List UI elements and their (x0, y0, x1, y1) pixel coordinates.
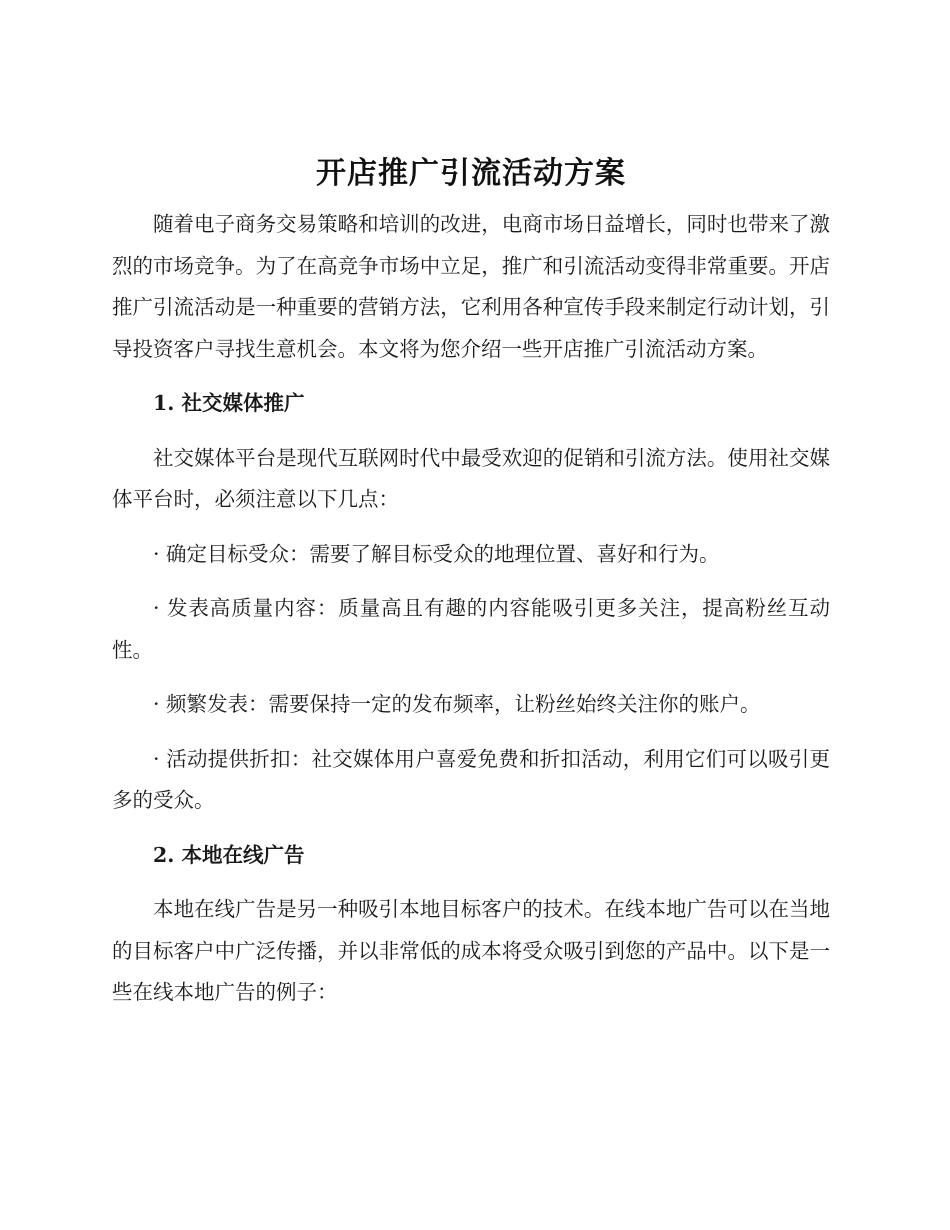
intro-paragraph: 随着电子商务交易策略和培训的改进，电商市场日益增长，同时也带来了激烈的市场竞争。为了在高竞争市场中立足，推广和引流活动变得非常重要。开店推广引流活动是一种重要的营销方法，它利用各种宣传手段来制定行动计划，引导投资客户寻找生意机会。本文将为您介绍一些开店推广引流活动方案。 (112, 212, 830, 361)
document-page (112, 150, 830, 1014)
section-social-media (112, 383, 830, 822)
document-title: 开店推广引流活动方案 (316, 156, 626, 191)
section-paragraph: 社交媒体平台是现代互联网时代中最受欢迎的促销和引流方法。使用社交媒体平台时，必须注意以下几点： (112, 445, 830, 511)
section-heading: 1. 社交媒体推广 (153, 391, 305, 415)
bullet-item: · 确定目标受众：需要了解目标受众的地理位置、喜好和行为。 (153, 541, 720, 566)
section-paragraph: 本地在线广告是另一种吸引本地目标客户的技术。在线本地广告可以在当地的目标客户中广泛传播，并以非常低的成本将受众吸引到您的产品中。以下是一些在线本地广告的例子： (112, 897, 830, 1004)
section-heading: 2. 本地在线广告 (153, 842, 305, 867)
bullet-item: · 活动提供折扣：社交媒体用户喜爱免费和折扣活动，利用它们可以吸引更多的受众。 (112, 746, 830, 812)
bullet-item: · 频繁发表：需要保持一定的发布频率，让粉丝始终关注你的账户。 (153, 692, 761, 716)
section-local-online-ads (112, 835, 830, 1014)
bullet-item: · 发表高质量内容：质量高且有趣的内容能吸引更多关注，提高粉丝互动性。 (112, 596, 830, 662)
